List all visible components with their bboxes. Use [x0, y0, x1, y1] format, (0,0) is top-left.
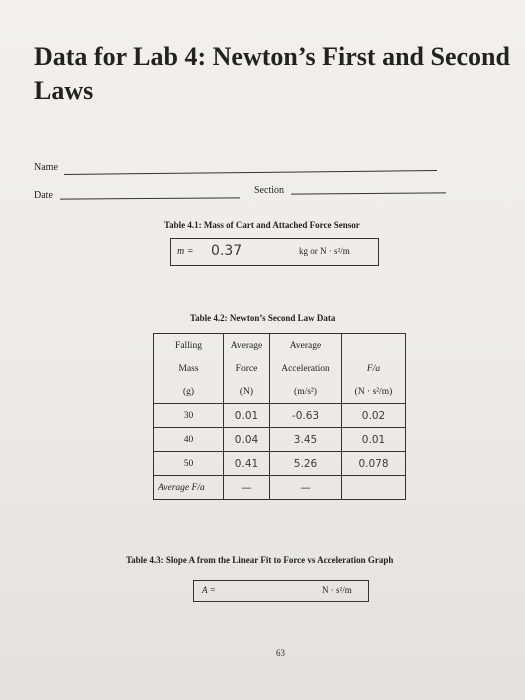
mass-cell: 30	[154, 404, 224, 428]
header-cell	[342, 334, 406, 358]
average-label: Average F/a	[154, 476, 224, 500]
table43-caption: Table 4.3: Slope A from the Linear Fit to Force vs Acceleration Graph	[126, 555, 394, 565]
mass-value[interactable]: 0.37	[211, 243, 243, 259]
average-f-over-a-cell[interactable]	[342, 476, 406, 500]
header-cell: (m/s²)	[270, 380, 342, 404]
slope-label: A =	[202, 585, 216, 595]
section-line[interactable]	[291, 192, 446, 194]
f-over-a-cell[interactable]: 0.02	[342, 404, 406, 428]
force-cell[interactable]: 0.04	[224, 428, 270, 452]
header-cell: (N)	[224, 380, 270, 404]
f-over-a-cell[interactable]: 0.01	[342, 428, 406, 452]
header-cell: Falling	[154, 334, 224, 358]
date-label: Date	[34, 190, 53, 201]
header-row	[154, 334, 406, 358]
average-acceleration-cell[interactable]: —	[270, 476, 342, 500]
mass-label: m =	[177, 246, 194, 257]
slope-box[interactable]	[193, 580, 369, 602]
slope-unit: N · s²/m	[322, 585, 352, 595]
table42-caption: Table 4.2: Newton’s Second Law Data	[190, 313, 336, 323]
section-label: Section	[254, 185, 284, 196]
newton-second-law-table	[153, 333, 406, 500]
table-row	[154, 428, 406, 452]
header-row	[154, 357, 406, 380]
name-label: Name	[34, 162, 58, 173]
mass-cell: 50	[154, 452, 224, 476]
force-cell[interactable]: 0.01	[224, 404, 270, 428]
page-title: Data for Lab 4: Newton’s First and Second Laws	[34, 42, 510, 105]
mass-cell: 40	[154, 428, 224, 452]
header-cell: Average	[224, 334, 270, 358]
mass-box	[170, 238, 379, 266]
name-line[interactable]	[64, 170, 437, 175]
mass-unit: kg or N · s²/m	[299, 246, 350, 256]
header-cell: (N · s²/m)	[342, 380, 406, 404]
header-cell: Force	[224, 357, 270, 380]
average-force-cell[interactable]: —	[224, 476, 270, 500]
header-cell: Acceleration	[270, 357, 342, 380]
average-row	[154, 476, 406, 500]
f-over-a-cell[interactable]: 0.078	[342, 452, 406, 476]
acceleration-cell[interactable]: 5.26	[270, 452, 342, 476]
header-row	[154, 380, 406, 404]
header-cell: Mass	[154, 357, 224, 380]
table-row	[154, 452, 406, 476]
date-line[interactable]	[60, 197, 240, 199]
header-cell: Average	[270, 334, 342, 358]
acceleration-cell[interactable]: -0.63	[270, 404, 342, 428]
acceleration-cell[interactable]: 3.45	[270, 428, 342, 452]
table-row	[154, 404, 406, 428]
force-cell[interactable]: 0.41	[224, 452, 270, 476]
page-number: 63	[276, 648, 285, 658]
header-cell: (g)	[154, 380, 224, 404]
table41-caption: Table 4.1: Mass of Cart and Attached Force Sensor	[164, 220, 360, 230]
header-cell: F/a	[342, 357, 406, 380]
